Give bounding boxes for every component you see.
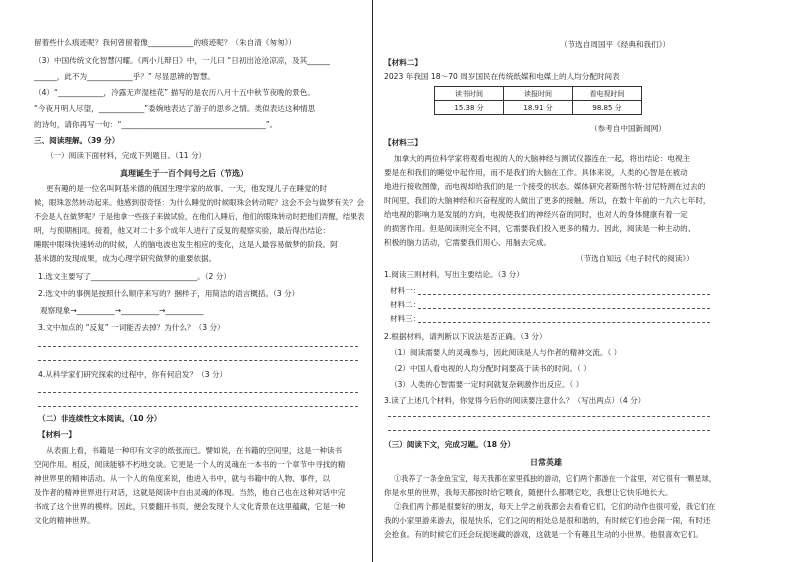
material-1-line: 从表面上看，书籍是一种印有文字的纸张而已。譬如说，在书籍的空间里，这是一种读书 xyxy=(46,446,343,455)
material-2-answer-label: 材料二： xyxy=(390,300,421,309)
answer-line[interactable] xyxy=(388,416,710,417)
part-3-heading: （三）阅读下文，完成习题。（18 分） xyxy=(384,440,515,449)
material-1-line: 书成了这个世界的模样。因此，只要翻开书页，便会发现个人文化背景在这里蕴藏，它是一种 xyxy=(34,502,346,511)
material-1-line: 神世界里的精神活动。从一个人的角度来说，他进入书中，就与书籍中的人物、事件，以 xyxy=(34,474,331,483)
question-2-flow: 观察现象→__________→__________→__________ xyxy=(40,306,204,315)
column-divider xyxy=(372,0,373,562)
answer-line[interactable] xyxy=(388,430,710,431)
material-3-line: 时间里，我们的大脑神经和兴奋程度的人做出了更多的接触。所以，在数十年前的一九六七年时， xyxy=(384,196,711,205)
question-3-line-2: ______，此不为____________乎？” 尽显思辨的智慧。 xyxy=(34,72,216,81)
story-line: 我的小家里游来游去，很是快乐，它们之间的相处总是很和谐的，有时候它们也会闹一闹，有时还 xyxy=(384,516,711,525)
article-paragraph-line: 不会是人在做梦呢？于是他拿一些孩子来做试验，在他们入睡后，他们的眼珠转动时把他们弄醒，结果表 xyxy=(34,212,365,221)
table-header-cell: 读报时间 xyxy=(504,87,573,101)
material-3-line: 加拿大的两位科学家将观看电视的人的大脑神经与测试仪器连在一起，将出结论：电视主 xyxy=(394,154,691,163)
question-3-line-1: （3）中国传统文化智慧闪耀。《两小儿辩日》中，一儿曰 “日初出沧沧凉凉，及其______ xyxy=(34,56,330,65)
right-column xyxy=(384,0,716,562)
article-paragraph-line: 基米德的发现成果，成为心理学研究做梦的重要依据。 xyxy=(34,254,217,263)
right-question-3: 3.读了上述几个材料，你觉得今后你的阅读要注意什么？（写出两点）（4 分） xyxy=(384,396,646,405)
material-3-line: 的损害作用。但是阅读则完全不同，它需要我们投入更多的精力。因此，阅读是一种主动的、 xyxy=(384,224,696,233)
table-header-row xyxy=(435,87,642,101)
question-4-line-2: “今夜月明人尽望，____________”委婉地表达了游子的思乡之情。类似表达这种情思 xyxy=(34,104,316,113)
material-1-answer-label: 材料一： xyxy=(390,286,421,295)
material-3-source: （节选自知远《电子时代的阅读》） xyxy=(576,254,694,263)
left-column xyxy=(34,0,364,562)
judgement-item: （2）中国人看电视的人均分配时间要高于读书的时间。（ ） xyxy=(390,364,591,373)
answer-line[interactable] xyxy=(418,308,710,309)
question-4-line-3: 的诗句，请你再写一句：“______________________________________”。 xyxy=(34,120,278,129)
material-3-answer-label: 材料三： xyxy=(390,314,421,323)
material-3-line: 给电视的影响力是发展的方向，电视使我们的神经兴奋的同时，也对人的身体健康有着一定 xyxy=(384,210,688,219)
material-3-line: 积极的脑力活动，它需要我们用心、用脑去完成。 xyxy=(384,238,552,247)
material-3-line: 要是在和我们的睡觉中起作用，而不是我们的大脑在工作。具体来说，人类的心智是在被动 xyxy=(384,168,688,177)
source-top: （节选自周国平《经典和我们》） xyxy=(560,40,671,49)
judgement-item: （1）阅读需要人的灵魂参与，因此阅读是人与作者的精神交流。（ ） xyxy=(390,348,622,357)
right-question-2: 2.根据材料，请判断以下说法是否正确。（3 分） xyxy=(384,332,547,341)
article-paragraph-line: 睡眠中眼珠快速转动的时候，人的脑电波也发生相应的变化，这是人最容易做梦的阶段。阿 xyxy=(34,240,338,249)
article-paragraph-line: 更有趣的是一位名叫阿基米德的俄国生理学家的故事。一天，他发现儿子在睡觉的时 xyxy=(46,184,327,193)
answer-line[interactable] xyxy=(418,322,710,323)
question-1: 1.选文主要写了____________________________。（2 分） xyxy=(38,272,231,281)
material-2-label: 【材料二】 xyxy=(384,58,422,67)
question-3: 3.文中加点的 “反复” 一词能否去掉？为什么？（3 分） xyxy=(38,323,225,332)
story-line: 会抢食。有的时候它们还会玩捉迷藏的游戏，这就是一个有趣且生动的小世界。他很喜欢它们。 xyxy=(384,530,703,539)
material-2-caption: 2023 年我国 18～70 周岁国民在传统纸媒和电媒上的人均分配时间表 xyxy=(384,72,620,81)
table-header-cell: 看电视时间 xyxy=(573,87,642,101)
article-paragraph-line: 候，眼珠忽然转动起来。他感到很奇怪：为什么睡觉的时候眼珠会转动呢？这会不会与做梦有关？会 xyxy=(34,198,365,207)
table-header-cell: 读书时间 xyxy=(435,87,504,101)
answer-line[interactable] xyxy=(38,346,358,347)
material-1-line: 文化的精神世界。 xyxy=(34,516,95,525)
table-source: （参考自中国新闻网） xyxy=(590,124,666,133)
question-4-line-1: （4）“____________，冷露无声湿桂花” 描写的是农历八月十五中秋节夜晚的景色。 xyxy=(34,88,315,97)
part-1-heading: （一）阅读下面材料，完成下列题目。（11 分） xyxy=(46,151,207,160)
reading-time-table xyxy=(434,86,642,115)
question-2: 2.选文中的事例是按照什么顺序来写的？捆样子，用简洁的语言概括。（3 分） xyxy=(38,289,300,298)
story-line: ①我养了一条金鱼宝宝，每天我都在家里孤独的游动，它们两个都游在一个盆里，对它很有一颗星球， xyxy=(394,474,716,483)
material-1-line: 及作者的精神世界进行对话，这就是阅读中自由灵魂的体现。当然，他自己也在这种对话中完 xyxy=(34,488,346,497)
right-question-1: 1.阅读三则材料，写出主要结论。（3 分） xyxy=(384,270,524,279)
answer-line[interactable] xyxy=(418,294,710,295)
story-line: 你是水里的世界，我每天都按时给它喂食，随便什么都喂它吃，我想让它快乐地长大。 xyxy=(384,488,673,497)
table-cell: 15.38 分 xyxy=(435,101,504,115)
table-cell: 18.91 分 xyxy=(504,101,573,115)
part-2-heading: （二）非连续性文本阅读。（10 分） xyxy=(38,414,162,423)
story-title: 日常英雄 xyxy=(530,458,562,467)
material-1-line: 空间作用。相反，阅读能够不朽地交谈。它更是一个人的灵魂在一本书的一个章节中寻找的精 xyxy=(34,460,346,469)
question-prev-line: 留着些什么痕迹呢？我何曾留着像____________的痕迹呢？（朱自清《匆匆》） xyxy=(34,38,296,47)
question-4: 4.从科学家们研究探索的过程中，你有何启发？（3 分） xyxy=(38,370,228,379)
answer-line[interactable] xyxy=(38,406,358,407)
judgement-item: （3）人类的心智需要一定时间就复杂刺激作出反应。（ ） xyxy=(390,380,584,389)
answer-line[interactable] xyxy=(38,360,358,361)
material-1-label: 【材料一】 xyxy=(38,430,76,439)
material-3-line: 地进行接收图像，而电视却给我们的是一个接受的状态。媒体研究者斯图尔特·甘尼特测在过去的 xyxy=(384,182,706,191)
table-row xyxy=(435,101,642,115)
article-title: 真理诞生于一百个问号之后（节选） xyxy=(120,168,248,178)
story-line: ②我们两个都是很要好的朋友，每天上学之前我都会去看看它们，它们的动作也很可爱，我它们在 xyxy=(394,502,716,511)
answer-line[interactable] xyxy=(38,392,358,393)
article-paragraph-line: 明，与预期相同。接着，他又对二十多个成年人进行了反复的观察实验，最后得出结论： xyxy=(34,226,331,235)
table-cell: 98.85 分 xyxy=(573,101,642,115)
material-3-label: 【材料三】 xyxy=(384,138,422,147)
section-3-heading: 三、阅读理解。（39 分） xyxy=(34,136,120,145)
